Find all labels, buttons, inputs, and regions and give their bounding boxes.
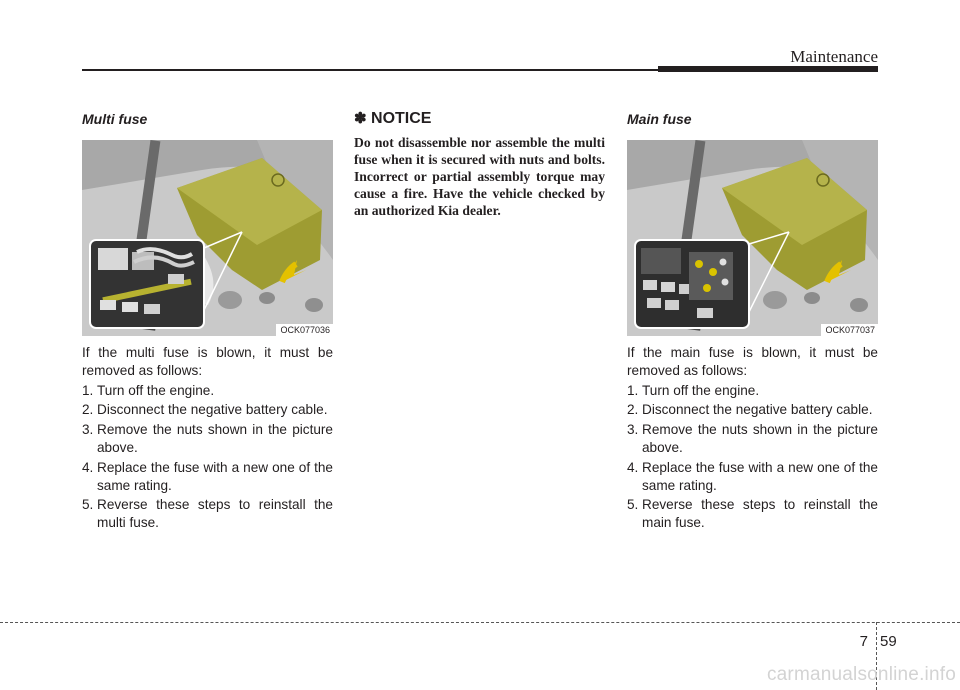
figure-code: OCK077036 — [276, 324, 333, 336]
list-item — [627, 421, 878, 457]
main-fuse-intro: If the main fuse is blown, it must be removed as follows: — [627, 345, 878, 378]
step-number: 1. — [82, 382, 94, 398]
main-fuse-heading: Main fuse — [627, 111, 692, 127]
multi-fuse-steps — [82, 382, 333, 532]
multi-fuse-intro: If the multi fuse is blown, it must be removed as follows: — [82, 345, 333, 378]
list-item — [82, 421, 333, 457]
step-text: Turn off the engine. — [642, 382, 760, 398]
list-item — [82, 496, 333, 532]
step-text: Turn off the engine. — [97, 382, 215, 398]
footer-rule — [0, 622, 960, 623]
main-fuse-column — [627, 108, 878, 532]
header-rule-thin — [82, 69, 660, 71]
notice-title: NOTICE — [371, 110, 432, 127]
watermark-link[interactable]: carmanualsonline.info — [766, 664, 956, 685]
step-text: Disconnect the negative battery cable. — [642, 402, 873, 418]
step-text: Replace the fuse with a new one of the same rating. — [97, 459, 333, 493]
step-number: 3. — [82, 422, 94, 438]
step-number: 2. — [627, 402, 639, 418]
step-text: Remove the nuts shown in the picture above. — [97, 422, 333, 455]
step-number: 5. — [82, 497, 94, 513]
main-fuse-steps — [627, 382, 878, 532]
figure-code: OCK077037 — [821, 324, 878, 336]
list-item — [627, 382, 878, 400]
step-text: Reverse these steps to reinstall the main fuse. — [642, 497, 878, 531]
step-number: 3. — [627, 422, 639, 438]
list-item — [82, 382, 333, 400]
step-text: Disconnect the negative battery cable. — [97, 402, 328, 418]
multi-fuse-figure — [82, 140, 333, 336]
engine-bay-illustration — [82, 140, 333, 336]
list-item — [627, 496, 878, 532]
notice-heading — [354, 108, 605, 130]
step-number: 5. — [627, 497, 639, 513]
engine-bay-illustration — [627, 140, 878, 336]
list-item — [82, 401, 333, 419]
step-number: 4. — [627, 459, 639, 475]
section-title: Maintenance — [790, 47, 878, 66]
chapter-number: 7 — [859, 633, 868, 650]
multi-fuse-heading: Multi fuse — [82, 111, 148, 127]
step-number: 2. — [82, 402, 94, 418]
main-fuse-figure — [627, 140, 878, 336]
list-item — [627, 459, 878, 495]
notice-asterisk-icon: ✽ — [354, 110, 367, 127]
step-number: 4. — [82, 459, 94, 475]
list-item — [627, 401, 878, 419]
notice-column — [354, 108, 605, 220]
notice-text: Do not disassemble nor assemble the multi fuse when it is secured with nuts and bolts. Incorrect or partial assembly torque may cause a fire. Have the vehicle checked by an authorized Kia dealer. — [354, 135, 605, 218]
step-text: Reverse these steps to reinstall the multi fuse. — [97, 497, 333, 531]
header-rule-thick — [658, 66, 878, 72]
multi-fuse-column — [82, 108, 333, 532]
step-text: Remove the nuts shown in the picture above. — [642, 422, 878, 455]
step-text: Replace the fuse with a new one of the same rating. — [642, 459, 878, 493]
list-item — [82, 459, 333, 495]
step-number: 1. — [627, 382, 639, 398]
page-number: 59 — [880, 633, 897, 650]
